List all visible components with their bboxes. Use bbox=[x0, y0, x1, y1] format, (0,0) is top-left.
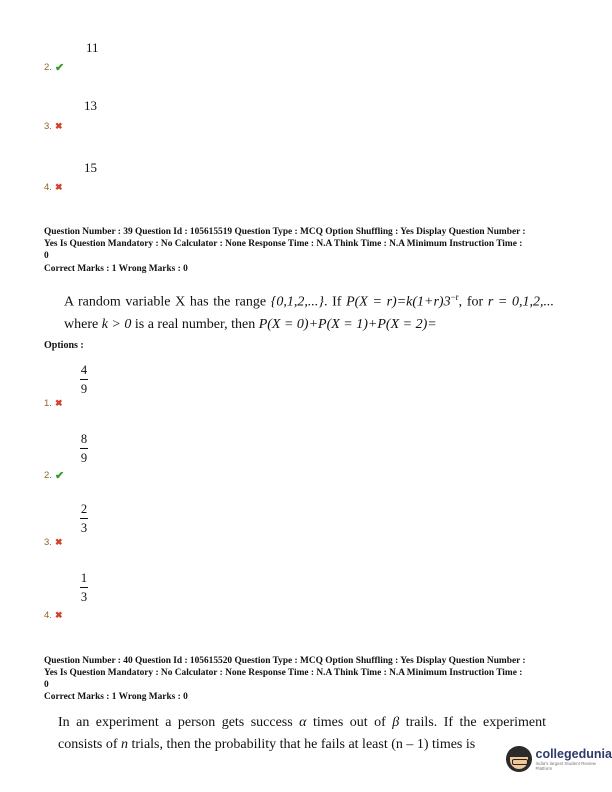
options-label: Options : bbox=[44, 340, 84, 351]
prev-option-2-value: 11 bbox=[86, 40, 99, 55]
q39-marks: Correct Marks : 1 Wrong Marks : 0 bbox=[44, 264, 188, 274]
cross-icon: ✖ bbox=[54, 121, 63, 131]
prev-option-4-label bbox=[44, 182, 62, 193]
q39-option-1-label: 1. ✖ bbox=[44, 398, 63, 409]
collegedunia-logo bbox=[506, 746, 612, 772]
option-number: 3. bbox=[44, 121, 52, 132]
check-icon: ✔ bbox=[54, 62, 65, 74]
cross-icon: ✖ bbox=[54, 537, 63, 547]
cross-icon: ✖ bbox=[54, 398, 63, 408]
cross-icon: ✖ bbox=[54, 610, 63, 620]
prev-option-4-value: 15 bbox=[84, 160, 97, 175]
q39-meta: Question Number : 39 Question Id : 105615519 Question Type : MCQ Option Shuffling : Yes Display Question Number : Yes Is Question Mandatory : No Calculator : None Response Time : N.A Think Time : N.A Minimum Instruction Time : 0 bbox=[44, 227, 526, 261]
q40-marks: Correct Marks : 1 Wrong Marks : 0 bbox=[44, 692, 188, 702]
mascot-icon bbox=[506, 746, 532, 772]
q39-option-4-label: 4. ✖ bbox=[44, 610, 63, 621]
q39-option-4-value: 1 3 bbox=[80, 571, 88, 604]
q39-option-2-value: 8 9 bbox=[80, 432, 88, 465]
option-number: 2. bbox=[44, 62, 52, 73]
q39-option-1-value: 4 9 bbox=[80, 363, 88, 396]
logo-tagline: India's largest Student Review Platform bbox=[535, 761, 596, 771]
cross-icon: ✖ bbox=[54, 182, 63, 192]
check-icon: ✔ bbox=[54, 470, 65, 482]
q39-option-3-label: 3. ✖ bbox=[44, 537, 63, 548]
prev-option-3-label bbox=[44, 121, 62, 132]
q40-question-text: In an experiment a person gets success α times out of β trails. If the experiment consists of n trials, then the probability that he fails at least (n – 1) times is bbox=[58, 715, 547, 752]
q40-meta: Question Number : 40 Question Id : 105615520 Question Type : MCQ Option Shuffling : Yes Display Question Number : Yes Is Question Mandatory : No Calculator : None Response Time : N.A Think Time : N.A Minimum Instruction Time : 0 bbox=[44, 656, 526, 690]
logo-name: collegedunia bbox=[535, 747, 612, 761]
prev-option-2-label bbox=[44, 61, 64, 74]
q39-question-text: A random variable X has the range {0,1,2,...}. If $P(X = r)=k(1+r)3^{-r}$, for r = 0,1,2,... where k > 0 is a real number, then P(X = 0)+P(X = 1)+P(X = 2)= bbox=[64, 292, 555, 332]
prev-option-3-value: 13 bbox=[84, 98, 97, 113]
q39-option-3-value: 2 3 bbox=[80, 502, 88, 535]
option-number: 4. bbox=[44, 182, 52, 193]
q39-option-2-label: 2. ✔ bbox=[44, 470, 65, 482]
